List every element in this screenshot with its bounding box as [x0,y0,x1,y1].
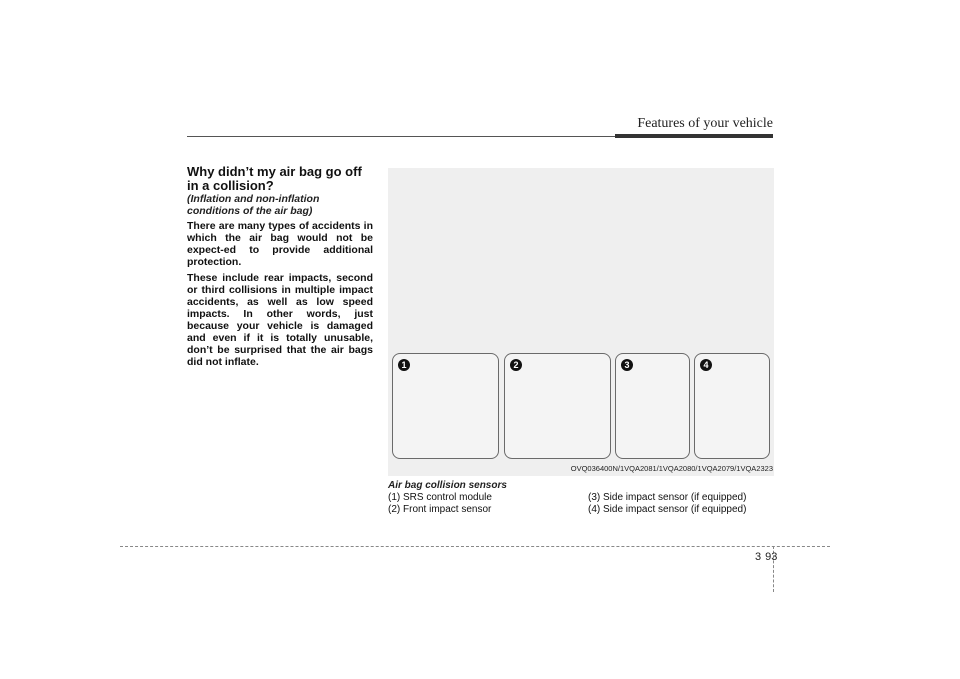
header-rule [187,136,615,137]
section-subheading: (Inflation and non-inflation conditions of the air bag) [187,193,320,217]
footer-rule [120,546,830,547]
figure-caption [388,480,774,516]
chapter-number: 3 [755,551,762,563]
panel-number: 1 [398,359,410,371]
figure-code: OVQ036400N/1VQA2081/1VQA2080/1VQA2079/1VQA2323 [570,464,773,473]
caption-item: (1) SRS control module [388,492,492,503]
caption-item: (3) Side impact sensor (if equipped) [588,492,747,503]
text-column [187,165,373,372]
caption-item: (2) Front impact sensor [388,504,492,515]
header-title: Features of your vehicle [637,116,773,131]
sensor-illustration [388,168,774,476]
panel-number: 3 [621,359,633,371]
figure-panel-1 [392,353,499,459]
panel-number: 4 [700,359,712,371]
figure-panel-3 [615,353,690,459]
caption-title: Air bag collision sensors [388,480,507,491]
paragraph: There are many types of accidents in which the air bag would not be expect-ed to provide additional protection. [187,220,373,268]
page-number [755,551,777,563]
figure-panel-2 [504,353,611,459]
figure-panel-4 [694,353,770,459]
page-index: 93 [765,551,778,563]
panel-number: 2 [510,359,522,371]
paragraph: These include rear impacts, second or third collisions in multiple impact accidents, as well as low speed impacts. In other words, just because your vehicle is damaged and even if it is totally unusable, don’t be surprised that the air bags did not inflate. [187,272,373,368]
header-rule-thick [615,134,773,138]
caption-item: (4) Side impact sensor (if equipped) [588,504,747,515]
section-heading: Why didn’t my air bag go off in a collision? [187,164,362,193]
